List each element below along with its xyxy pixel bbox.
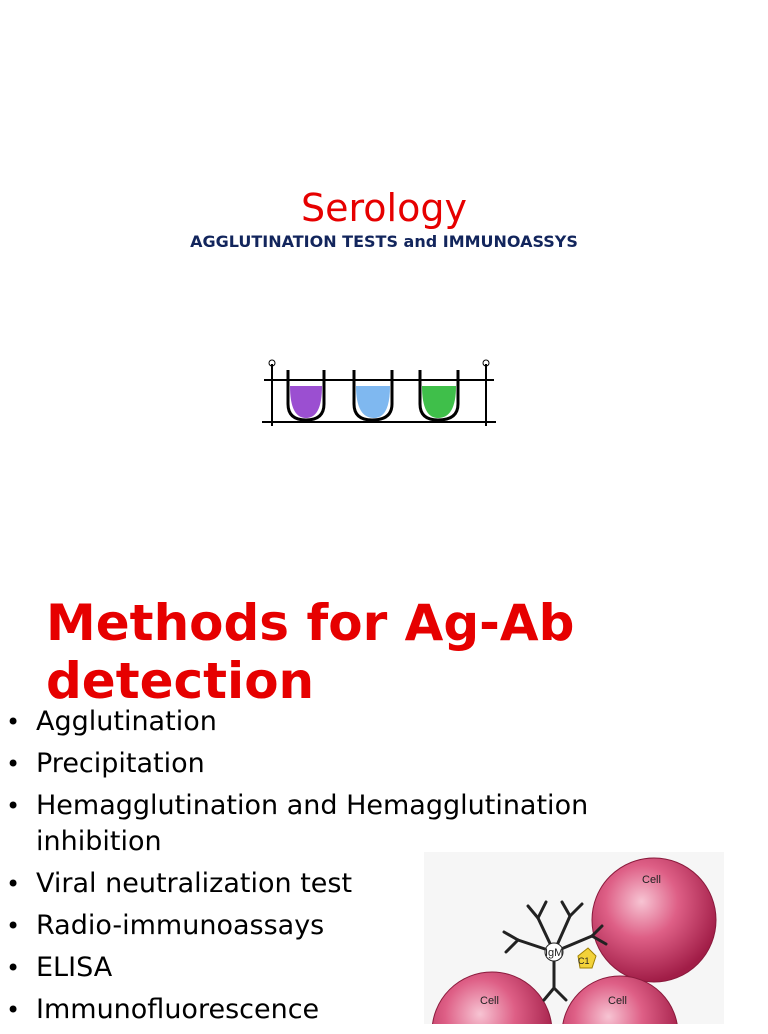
- bullet: •: [6, 912, 21, 940]
- bullet: •: [6, 954, 21, 982]
- slide-title: Serology: [301, 186, 467, 230]
- method-label: Hemagglutination and Hemagglutination inhibition: [36, 790, 589, 857]
- complement-label: C1: [578, 956, 590, 966]
- slide-subtitle: AGGLUTINATION TESTS and IMMUNOASSYS: [190, 232, 578, 251]
- method-label: ELISA: [36, 952, 113, 983]
- igm-cell-agglutination-icon: [424, 852, 724, 1028]
- list-item: [0, 788, 680, 860]
- section-heading: Methods for Ag-Ab detection: [46, 594, 575, 710]
- method-label: Viral neutralization test: [36, 868, 353, 899]
- antibody-label: IgM: [545, 947, 564, 959]
- bullet: •: [6, 708, 21, 736]
- bullet: •: [6, 996, 21, 1024]
- method-label: Precipitation: [36, 748, 205, 779]
- test-tubes-icon: [262, 358, 498, 434]
- bullet: •: [6, 792, 21, 820]
- cell-label: Cell: [642, 874, 661, 886]
- list-item: [0, 746, 680, 782]
- list-item: [0, 704, 680, 740]
- method-label: Radio-immunoassays: [36, 910, 325, 941]
- method-label: Immunofluorescence: [36, 994, 320, 1025]
- bullet: •: [6, 750, 21, 778]
- bullet: •: [6, 870, 21, 898]
- cell-label: Cell: [608, 995, 627, 1007]
- cell-label: Cell: [480, 995, 499, 1007]
- method-label: Agglutination: [36, 706, 217, 737]
